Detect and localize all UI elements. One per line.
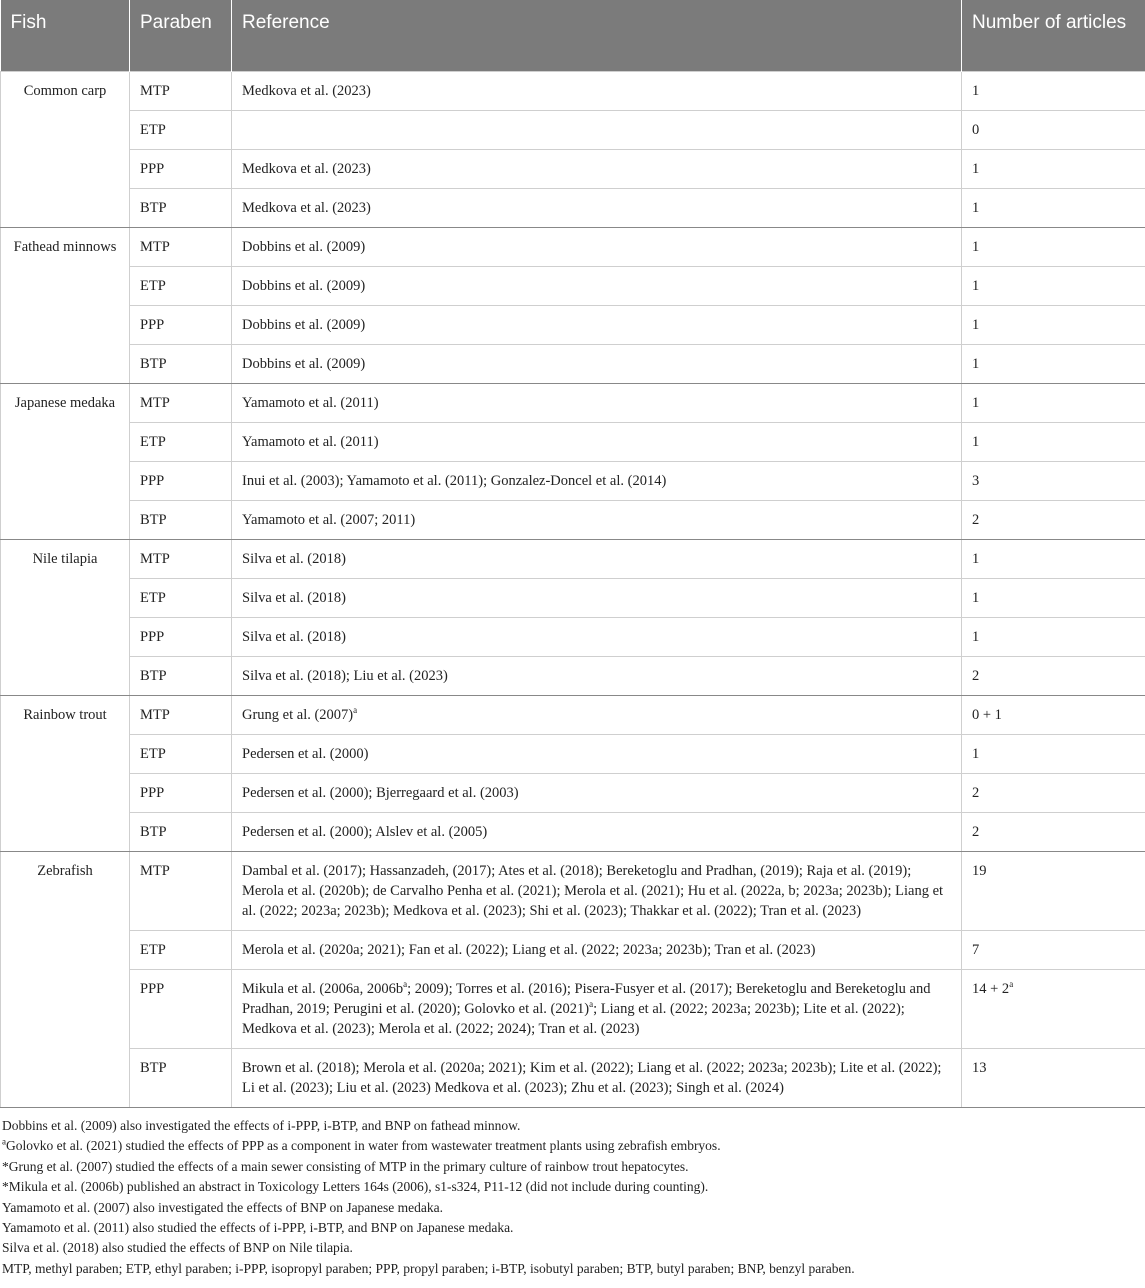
fish-cell: Rainbow trout [1, 696, 130, 852]
reference-cell: Pedersen et al. (2000); Alslev et al. (2005) [232, 813, 962, 852]
article-count-cell: 1 [962, 540, 1145, 579]
table-row [1, 384, 1145, 423]
reference-cell: Pedersen et al. (2000) [232, 735, 962, 774]
fish-cell: Common carp [1, 72, 130, 228]
paraben-cell: MTP [130, 72, 232, 111]
table-body [1, 72, 1145, 1108]
article-count-cell: 1 [962, 228, 1145, 267]
footnote: Yamamoto et al. (2011) also studied the effects of i-PPP, i-BTP, and BNP on Japanese medaka. [2, 1220, 514, 1236]
paraben-cell: ETP [130, 735, 232, 774]
article-count-cell: 1 [962, 618, 1145, 657]
superscript-marker: a [353, 705, 358, 716]
footnote: Silva et al. (2018) also studied the effects of BNP on Nile tilapia. [2, 1240, 353, 1256]
paraben-cell: MTP [130, 384, 232, 423]
table-row [1, 189, 1145, 228]
table-row [1, 150, 1145, 189]
article-count-cell: 2 [962, 774, 1145, 813]
reference-cell: Dobbins et al. (2009) [232, 306, 962, 345]
table-row [1, 618, 1145, 657]
table-row [1, 813, 1145, 852]
article-count-cell: 2 [962, 501, 1145, 540]
table-row [1, 579, 1145, 618]
reference-cell: Dobbins et al. (2009) [232, 345, 962, 384]
paraben-cell: PPP [130, 970, 232, 1049]
paraben-cell: MTP [130, 228, 232, 267]
reference-cell: Silva et al. (2018) [232, 618, 962, 657]
paraben-cell: ETP [130, 931, 232, 970]
table-row [1, 501, 1145, 540]
article-count-cell: 1 [962, 306, 1145, 345]
paraben-cell: ETP [130, 267, 232, 306]
table-row [1, 774, 1145, 813]
article-count-cell: $14 + 2^a$ [962, 970, 1145, 1049]
paraben-cell: PPP [130, 774, 232, 813]
reference-cell: Yamamoto et al. (2007; 2011) [232, 501, 962, 540]
table-row [1, 228, 1145, 267]
header-reference: Reference [232, 0, 962, 72]
header-fish: Fish [1, 0, 130, 72]
paraben-cell: BTP [130, 345, 232, 384]
article-count-cell: 2 [962, 813, 1145, 852]
fish-cell: Fathead minnows [1, 228, 130, 384]
table-row [1, 423, 1145, 462]
footnote: Yamamoto et al. (2007) also investigated the effects of BNP on Japanese medaka. [2, 1199, 444, 1215]
article-count-cell: 2 [962, 657, 1145, 696]
reference-cell: Medkova et al. (2023) [232, 189, 962, 228]
footnote: MTP, methyl paraben; ETP, ethyl paraben; i-PPP, isopropyl paraben; PPP, propyl paraben; i-BTP, isobutyl paraben; BTP, butyl paraben; BNP, benzyl paraben. [2, 1260, 855, 1276]
article-count-cell: 13 [962, 1049, 1145, 1108]
footnote: $^a$Golovko et al. (2021) studied the effects of PPP as a component in water from wastewater treatment plants using zebrafish embryos. [2, 1136, 721, 1154]
reference-cell: Pedersen et al. (2000); Bjerregaard et al. (2003) [232, 774, 962, 813]
fish-cell: Japanese medaka [1, 384, 130, 540]
table-row [1, 72, 1145, 111]
reference-cell: Merola et al. (2020a; 2021); Fan et al. (2022); Liang et al. (2022; 2023a; 2023b); Tran et al. (2023) [232, 931, 962, 970]
article-count-cell: 0 + 1 [962, 696, 1145, 735]
table-row [1, 267, 1145, 306]
table-row [1, 540, 1145, 579]
paraben-cell: PPP [130, 306, 232, 345]
table-row [1, 345, 1145, 384]
paraben-cell: MTP [130, 696, 232, 735]
reference-cell: Silva et al. (2018) [232, 540, 962, 579]
superscript-marker: a [1009, 979, 1014, 990]
article-count-cell: 1 [962, 267, 1145, 306]
paraben-cell: PPP [130, 462, 232, 501]
table-footnotes [0, 1108, 1145, 1279]
article-count-cell: 1 [962, 189, 1145, 228]
article-count-cell: 7 [962, 931, 1145, 970]
reference-cell: Grung et al. $(2007)^a$ [232, 696, 962, 735]
table-row [1, 931, 1145, 970]
paraben-cell: BTP [130, 657, 232, 696]
table-row [1, 852, 1145, 931]
header-row [1, 0, 1145, 72]
article-count-cell: 1 [962, 345, 1145, 384]
reference-cell: Inui et al. (2003); Yamamoto et al. (2011); Gonzalez-Doncel et al. (2014) [232, 462, 962, 501]
paraben-cell: MTP [130, 540, 232, 579]
reference-cell: Medkova et al. (2023) [232, 150, 962, 189]
paraben-cell: ETP [130, 579, 232, 618]
paraben-cell: ETP [130, 111, 232, 150]
reference-cell: Medkova et al. (2023) [232, 72, 962, 111]
reference-cell: Silva et al. (2018); Liu et al. (2023) [232, 657, 962, 696]
reference-cell: Mikula et al. (2006a, $2006b^a$; 2009); Torres et al. (2016); Pisera-Fusyer et al. (2017); Bereketoglu and Bereketoglu and Pradhan, 2019; Perugini et al. (2020); Golovko et al. $(2021)^a$; Liang et al. (2022; 2023a; 2023b); Lite et al. (2022); Medkova et al. (2023); Merola et al. (2022; 2024); Tran et al. (2023) [232, 970, 962, 1049]
reference-cell: Dobbins et al. (2009) [232, 228, 962, 267]
article-count-cell: 1 [962, 579, 1145, 618]
reference-cell [232, 111, 962, 150]
table-row [1, 970, 1145, 1049]
paraben-cell: MTP [130, 852, 232, 931]
paraben-cell: BTP [130, 1049, 232, 1108]
article-count-cell: 1 [962, 384, 1145, 423]
reference-cell: Dobbins et al. (2009) [232, 267, 962, 306]
table-row [1, 306, 1145, 345]
table-row [1, 696, 1145, 735]
reference-cell: Silva et al. (2018) [232, 579, 962, 618]
paraben-cell: BTP [130, 189, 232, 228]
article-count-cell: 1 [962, 735, 1145, 774]
paraben-cell: BTP [130, 813, 232, 852]
superscript-marker: a [2, 1136, 6, 1147]
reference-cell: Yamamoto et al. (2011) [232, 423, 962, 462]
article-count-cell: 3 [962, 462, 1145, 501]
superscript-marker: a [589, 999, 594, 1010]
reference-cell: Brown et al. (2018); Merola et al. (2020a; 2021); Kim et al. (2022); Liang et al. (2022; 2023a; 2023b); Lite et al. (2022); Li et al. (2023); Liu et al. (2023) Medkova et al. (2023); Zhu et al. (2023); Singh et al. (2024) [232, 1049, 962, 1108]
header-number-of-articles: Number of articles [962, 0, 1145, 72]
table-row [1, 111, 1145, 150]
footnote: *Grung et al. (2007) studied the effects of a main sewer consisting of MTP in the primary culture of rainbow trout hepatocytes. [2, 1158, 689, 1174]
footnote: Dobbins et al. (2009) also investigated the effects of i-PPP, i-BTP, and BNP on fathead minnow. [2, 1118, 521, 1133]
article-count-cell: 19 [962, 852, 1145, 931]
footnote: *Mikula et al. (2006b) published an abstract in Toxicology Letters 164s (2006), s1-s324, P11-12 (did not include during counting). [2, 1179, 709, 1195]
reference-cell: Dambal et al. (2017); Hassanzadeh, (2017); Ates et al. (2018); Bereketoglu and Pradhan, (2019); Raja et al. (2019); Merola et al. (2020b); de Carvalho Penha et al. (2021); Merola et al. (2021); Hu et al. (2022a, b; 2023a; 2023b); Liang et al. (2022; 2023a; 2023b); Medkova et al. (2023); Shi et al. (2023); Thakkar et al. (2022); Tran et al. (2023) [232, 852, 962, 931]
reference-cell: Yamamoto et al. (2011) [232, 384, 962, 423]
table-row [1, 462, 1145, 501]
fish-cell: Zebrafish [1, 852, 130, 1108]
table-row [1, 657, 1145, 696]
superscript-marker: a [403, 979, 408, 990]
paraben-cell: BTP [130, 501, 232, 540]
article-count-cell: 0 [962, 111, 1145, 150]
table-row [1, 1049, 1145, 1108]
paraben-cell: PPP [130, 150, 232, 189]
article-count-cell: 1 [962, 423, 1145, 462]
article-count-cell: 1 [962, 150, 1145, 189]
table-row [1, 735, 1145, 774]
paraben-cell: ETP [130, 423, 232, 462]
fish-cell: Nile tilapia [1, 540, 130, 696]
header-paraben: Paraben [130, 0, 232, 72]
paraben-cell: PPP [130, 618, 232, 657]
article-count-cell: 1 [962, 72, 1145, 111]
